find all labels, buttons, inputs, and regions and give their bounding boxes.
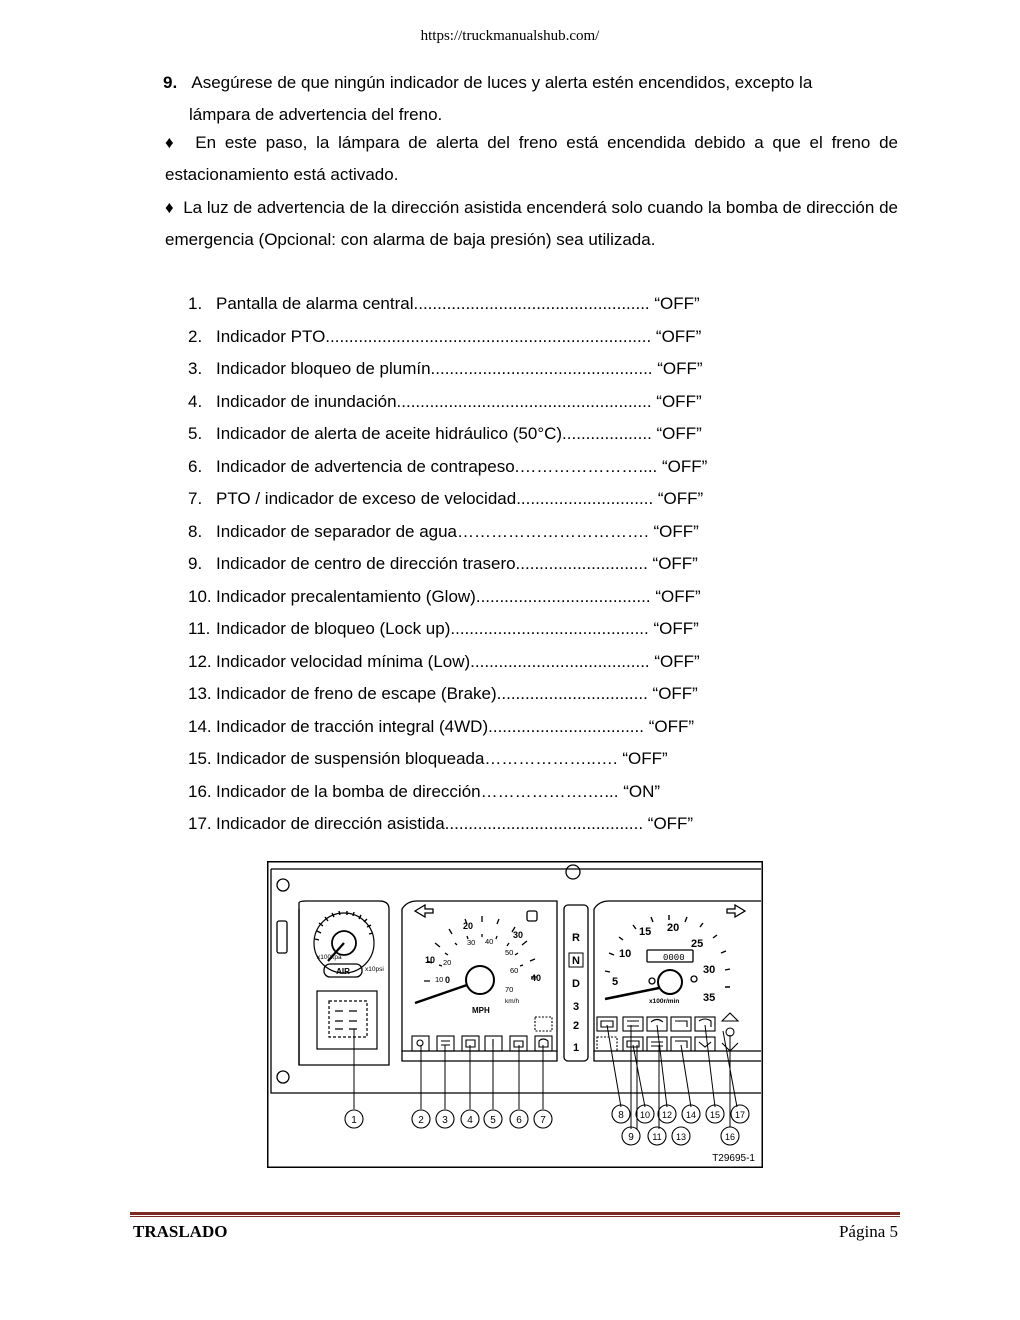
footer-page-number: Página 5 xyxy=(838,1222,898,1241)
speedometer xyxy=(415,905,537,1003)
list-item: 1. Pantalla de alarma central.................................................. “OFF” xyxy=(188,294,700,313)
callout-5: 5 xyxy=(490,1115,496,1126)
list-item: 15. Indicador de suspensión bloqueada………………..…. “OFF” xyxy=(188,749,668,768)
list-item: 14. Indicador de tracción integral (4WD)................................. “OFF” xyxy=(188,716,695,736)
speed-unit-kmh: km/h xyxy=(505,998,520,1005)
step-line-2: lámpara de advertencia del freno. xyxy=(189,105,443,124)
tach-label-35: 35 xyxy=(703,992,716,1004)
callout-6: 6 xyxy=(516,1115,522,1126)
speed-label-40: 40 xyxy=(531,973,542,983)
speed-label-20: 20 xyxy=(463,921,474,931)
instrument-cluster-diagram xyxy=(267,861,763,1168)
speed-unit-mph: MPH xyxy=(472,1006,490,1015)
kmh-label-30: 30 xyxy=(467,938,476,947)
kmh-label-20: 20 xyxy=(443,958,452,967)
list-item: 8. Indicador de separador de agua……………………………. “OFF” xyxy=(188,521,699,541)
air-gauge-label: AIR xyxy=(336,967,350,976)
callout-9: 9 xyxy=(628,1132,634,1143)
callout-15: 15 xyxy=(709,1110,721,1120)
callout-16: 16 xyxy=(724,1132,736,1142)
kmh-label-40: 40 xyxy=(485,937,494,946)
speed-label-0: 0 xyxy=(445,975,451,985)
list-item: 6. Indicador de advertencia de contrapeso.………………….... “OFF” xyxy=(188,456,708,476)
footer-rule-thin xyxy=(130,1216,900,1217)
kmh-label-10: 10 xyxy=(435,975,444,984)
list-item: 12. Indicador velocidad mínima (Low)...................................... “OFF” xyxy=(188,651,700,671)
callout-8: 8 xyxy=(618,1110,624,1121)
list-item: 2. Indicador PTO..................................................................... “OFF” xyxy=(188,326,702,346)
gear-r: R xyxy=(572,932,580,944)
tach-label-30: 30 xyxy=(703,964,716,976)
callout-1: 1 xyxy=(351,1115,357,1126)
diamond-bullet-icon: ♦ xyxy=(165,133,178,152)
gear-3: 3 xyxy=(572,1001,580,1013)
tach-label-20: 20 xyxy=(667,922,680,934)
gear-2: 2 xyxy=(572,1020,580,1032)
list-item: 16. Indicador de la bomba de dirección……………….…... “ON” xyxy=(188,781,661,801)
footer-rule xyxy=(130,1212,900,1215)
note-text: La luz de advertencia de la dirección asistida encenderá solo cuando la bomba de dirección de emergencia (Opcional: con alarma de baja presión) sea utilizada. xyxy=(165,198,898,249)
indicator-lamps-right xyxy=(597,1013,738,1051)
list-item: 13. Indicador de freno de escape (Brake)................................ “OFF” xyxy=(188,684,698,703)
callout-4: 4 xyxy=(467,1115,473,1126)
tach-unit: x100r/min xyxy=(649,998,680,1005)
footer-section-title: TRASLADO xyxy=(133,1222,228,1241)
indicator-checklist xyxy=(188,288,707,841)
source-url: https://truckmanualshub.com/ xyxy=(420,28,600,44)
list-item: 10. Indicador precalentamiento (Glow)..................................... “OFF” xyxy=(188,586,701,606)
gear-d: D xyxy=(572,978,580,990)
list-item: 5. Indicador de alerta de aceite hidráulico (50°C)................... “OFF” xyxy=(188,424,702,443)
speed-label-30: 30 xyxy=(513,930,524,940)
callout-14: 14 xyxy=(685,1110,697,1120)
tach-label-10: 10 xyxy=(619,948,632,960)
note-2 xyxy=(165,192,898,256)
list-item: 11. Indicador de bloqueo (Lock up).......................................... “OFF” xyxy=(188,619,699,638)
step-line-1: Asegúrese de que ningún indicador de luces y alerta estén encendidos, excepto la xyxy=(191,73,813,92)
list-item: 17. Indicador de dirección asistida.......................................... “OFF” xyxy=(188,814,694,833)
central-alarm-display xyxy=(317,991,377,1049)
indicator-lamps-left xyxy=(412,1017,552,1051)
tach-label-15: 15 xyxy=(639,926,652,938)
list-item: 7. PTO / indicador de exceso de velocidad............................. “OFF” xyxy=(188,489,704,508)
kmh-label-70: 70 xyxy=(505,985,514,994)
figure-code: T29695-1 xyxy=(712,1153,755,1164)
callout-13: 13 xyxy=(675,1132,687,1142)
step-9 xyxy=(163,67,898,131)
list-item: 4. Indicador de inundación...................................................... “OFF” xyxy=(188,391,702,411)
diamond-bullet-icon: ♦ xyxy=(165,198,174,217)
step-number: 9. xyxy=(163,73,178,92)
note-1 xyxy=(165,127,898,191)
note-text: En este paso, la lámpara de alerta del freno está encendida debido a que el freno de estacionamiento está activado. xyxy=(165,133,898,184)
list-item: 9. Indicador de centro de dirección trasero............................ “OFF” xyxy=(188,554,698,573)
callout-7: 7 xyxy=(540,1115,546,1126)
gear-n: N xyxy=(572,955,580,967)
callout-10: 10 xyxy=(639,1110,651,1120)
gear-1: 1 xyxy=(572,1042,580,1054)
kmh-label-50: 50 xyxy=(505,948,514,957)
air-gauge-unit: x100kpa xyxy=(317,954,342,961)
callout-11: 11 xyxy=(652,1132,662,1142)
speed-label-10: 10 xyxy=(425,955,436,965)
callout-12: 12 xyxy=(661,1110,673,1120)
list-item: 3. Indicador bloqueo de plumín............................................... “OFF” xyxy=(188,359,703,378)
odometer-display: 0000 xyxy=(663,953,685,963)
callout-3: 3 xyxy=(442,1115,448,1126)
callout-17: 17 xyxy=(734,1110,746,1120)
callout-2: 2 xyxy=(418,1115,424,1126)
air-gauge-unit-psi: x10psi xyxy=(365,966,384,973)
kmh-label-60: 60 xyxy=(510,966,519,975)
tach-label-25: 25 xyxy=(691,938,704,950)
tach-label-5: 5 xyxy=(612,976,619,988)
